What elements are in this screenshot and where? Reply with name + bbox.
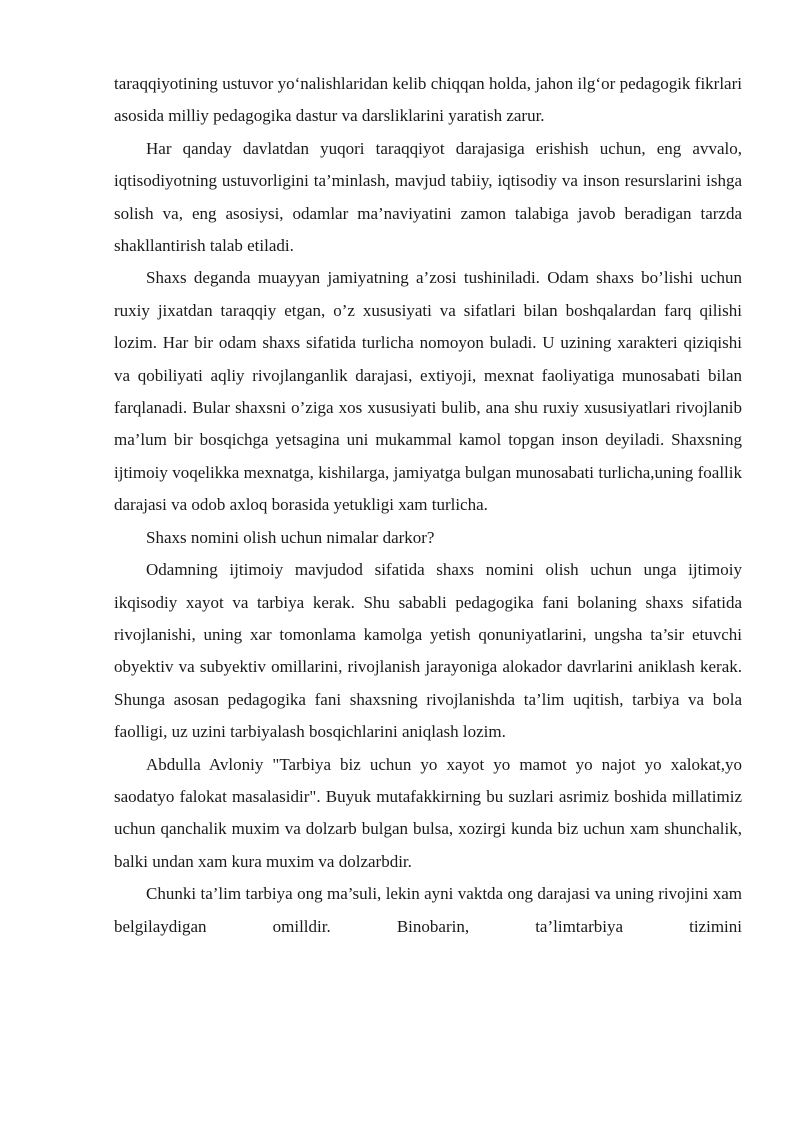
document-page — [114, 68, 742, 943]
paragraph-3: Shaxs deganda muayyan jamiyatning a’zosi tushiniladi. Odam shaxs bo’lishi uchun ruxiy jixatdan taraqqiy etgan, o’z xususiyati va sifatlari bilan boshqalardan farq qilishi lozim. Har bir odam shaxs sifatida turlicha nomoyon buladi. U uzining xarakteri qiziqishi va qobiliyati aqliy rivojlanganlik darajasi, extiyoji, mexnat faoliyatiga munosabati bilan farqlanadi. Bular shaxsni o’ziga xos xususiyati bulib, ana shu ruxiy xususiyatlari rivojlanib ma’lum bir bosqichga yetsagina uni mukammal kamol topgan inson deyiladi. Shaxsning ijtimoiy voqelikka mexnatga, kishilarga, jamiyatga bulgan munosabati turlicha,uning foallik darajasi va odob axloq borasida yetukligi xam turlicha. — [114, 268, 742, 515]
paragraph-6: Abdulla Avloniy "Tarbiya biz uchun yo xayot yo mamot yo najot yo xalokat,yo saodatyo falokat masalasidir". Buyuk mutafakkirning bu suzlari asrimiz boshida millatimiz uchun qanchalik muxim va dolzarb bulgan bulsa, xozirgi kunda biz uchun xam shunchalik, balki undan xam kura muxim va dolzarbdir. — [114, 754, 742, 871]
paragraph-4: Shaxs nomini olish uchun nimalar darkor? — [146, 527, 435, 547]
paragraph-7: Chunki ta’lim tarbiya ong ma’suli, lekin ayni vaktda ong darajasi va uning rivojini xam belgilaydigan omilldir. Binobarin, ta’limtarbiya tizimini — [114, 884, 742, 936]
paragraph-5: Odamning ijtimoiy mavjudod sifatida shaxs nomini olish uchun unga ijtimoiy ikqisodiy xayot va tarbiya kerak. Shu sababli pedagogika fani bolaning shaxs sifatida rivojlanishi, uning xar tomonlama kamolga yetish qonuniyatlarini, ungsha ta’sir etuvchi obyektiv va subyektiv omillarini, rivojlanish jarayoniga alokador davrlarini aniklash kerak. Shunga asosan pedagogika fani shaxsning rivojlanishda ta’lim uqitish, tarbiya va bola faolligi, uz uzini tarbiyalash bosqichlarini aniqlash lozim. — [114, 560, 742, 742]
paragraph-2: Har qanday davlatdan yuqori taraqqiyot darajasiga erishish uchun, eng avvalo, iqtisodiyotning ustuvorligini ta’minlash, mavjud tabiiy, iqtisodiy va inson resurslarini ishga solish va, eng asosiysi, odamlar ma’naviyatini zamon talabiga javob beradigan tarzda shakllantirish talab etiladi. — [114, 138, 742, 256]
paragraph-1: taraqqiyotining ustuvor yo‘nalishlaridan kelib chiqqan holda, jahon ilg‘or pedagogik fikrlari asosida milliy pedagogika dastur va darsliklarini yaratish zarur. — [114, 74, 742, 126]
